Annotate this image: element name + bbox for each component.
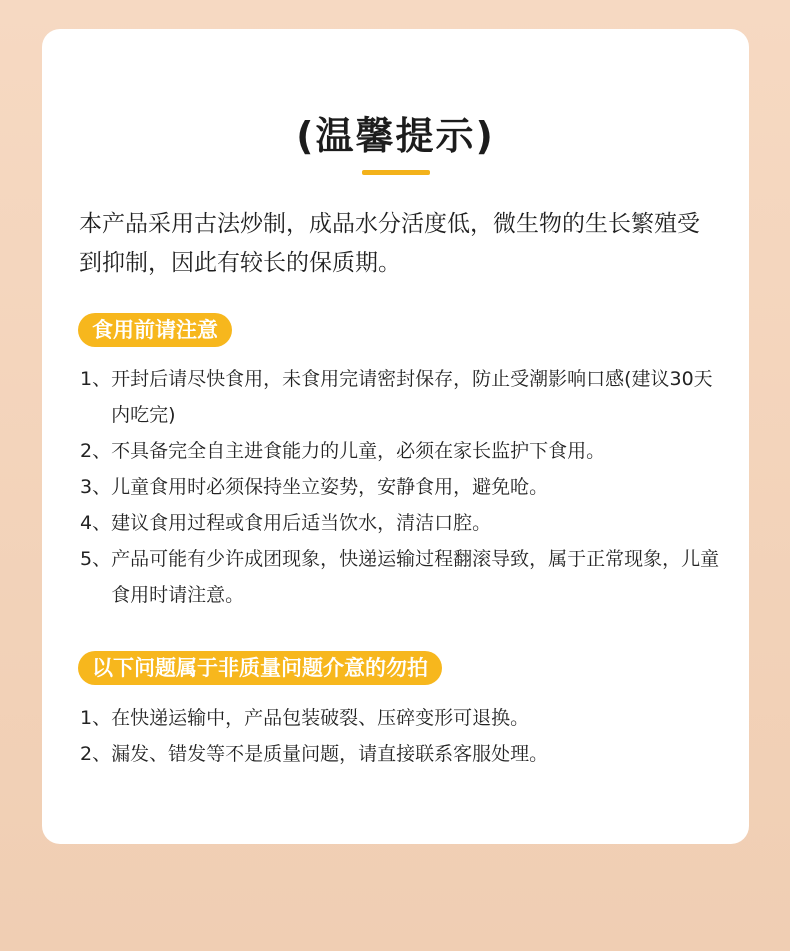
- item-text: 儿童食用时必须保持坐立姿势，安静食用，避免呛。: [111, 476, 549, 498]
- before-eating-list: [80, 361, 720, 613]
- item-text: 产品可能有少许成团现象，快递运输过程翻滚导致，属于正常现象，儿童食用时请注意。: [111, 548, 720, 606]
- notice-card: [42, 29, 749, 844]
- item-number: 2、: [80, 743, 112, 765]
- list-item: [80, 505, 720, 541]
- item-number: 5、: [80, 548, 112, 570]
- list-item: [80, 469, 720, 505]
- item-text: 漏发、错发等不是质量问题，请直接联系客服处理。: [111, 743, 549, 765]
- item-number: 3、: [80, 476, 112, 498]
- intro-text: 本产品采用古法炒制，成品水分活度低，微生物的生长繁殖受到抑制，因此有较长的保质期。: [79, 211, 700, 276]
- non-quality-issues-list: [80, 700, 720, 772]
- item-text: 建议食用过程或食用后适当饮水，清洁口腔。: [111, 512, 492, 534]
- list-item: [80, 736, 720, 772]
- list-item: [80, 361, 720, 433]
- list-item: [80, 541, 720, 613]
- item-number: 4、: [80, 512, 112, 534]
- item-number: 1、: [80, 707, 112, 729]
- item-number: 2、: [80, 440, 112, 462]
- item-text: 开封后请尽快食用，未食用完请密封保存，防止受潮影响口感(建议30天内吃完): [111, 368, 713, 426]
- section-badge-non-quality-issues: 以下问题属于非质量问题介意的勿拍: [78, 651, 442, 685]
- item-text: 不具备完全自主进食能力的儿童，必须在家长监护下食用。: [111, 440, 606, 462]
- list-item: [80, 433, 720, 469]
- item-text: 在快递运输中，产品包装破裂、压碎变形可退换。: [111, 707, 530, 729]
- title-underline: [362, 170, 430, 175]
- list-item: [80, 700, 720, 736]
- item-number: 1、: [80, 368, 112, 390]
- section-badge-before-eating: 食用前请注意: [78, 313, 232, 347]
- page-title: (温馨提示): [296, 114, 495, 158]
